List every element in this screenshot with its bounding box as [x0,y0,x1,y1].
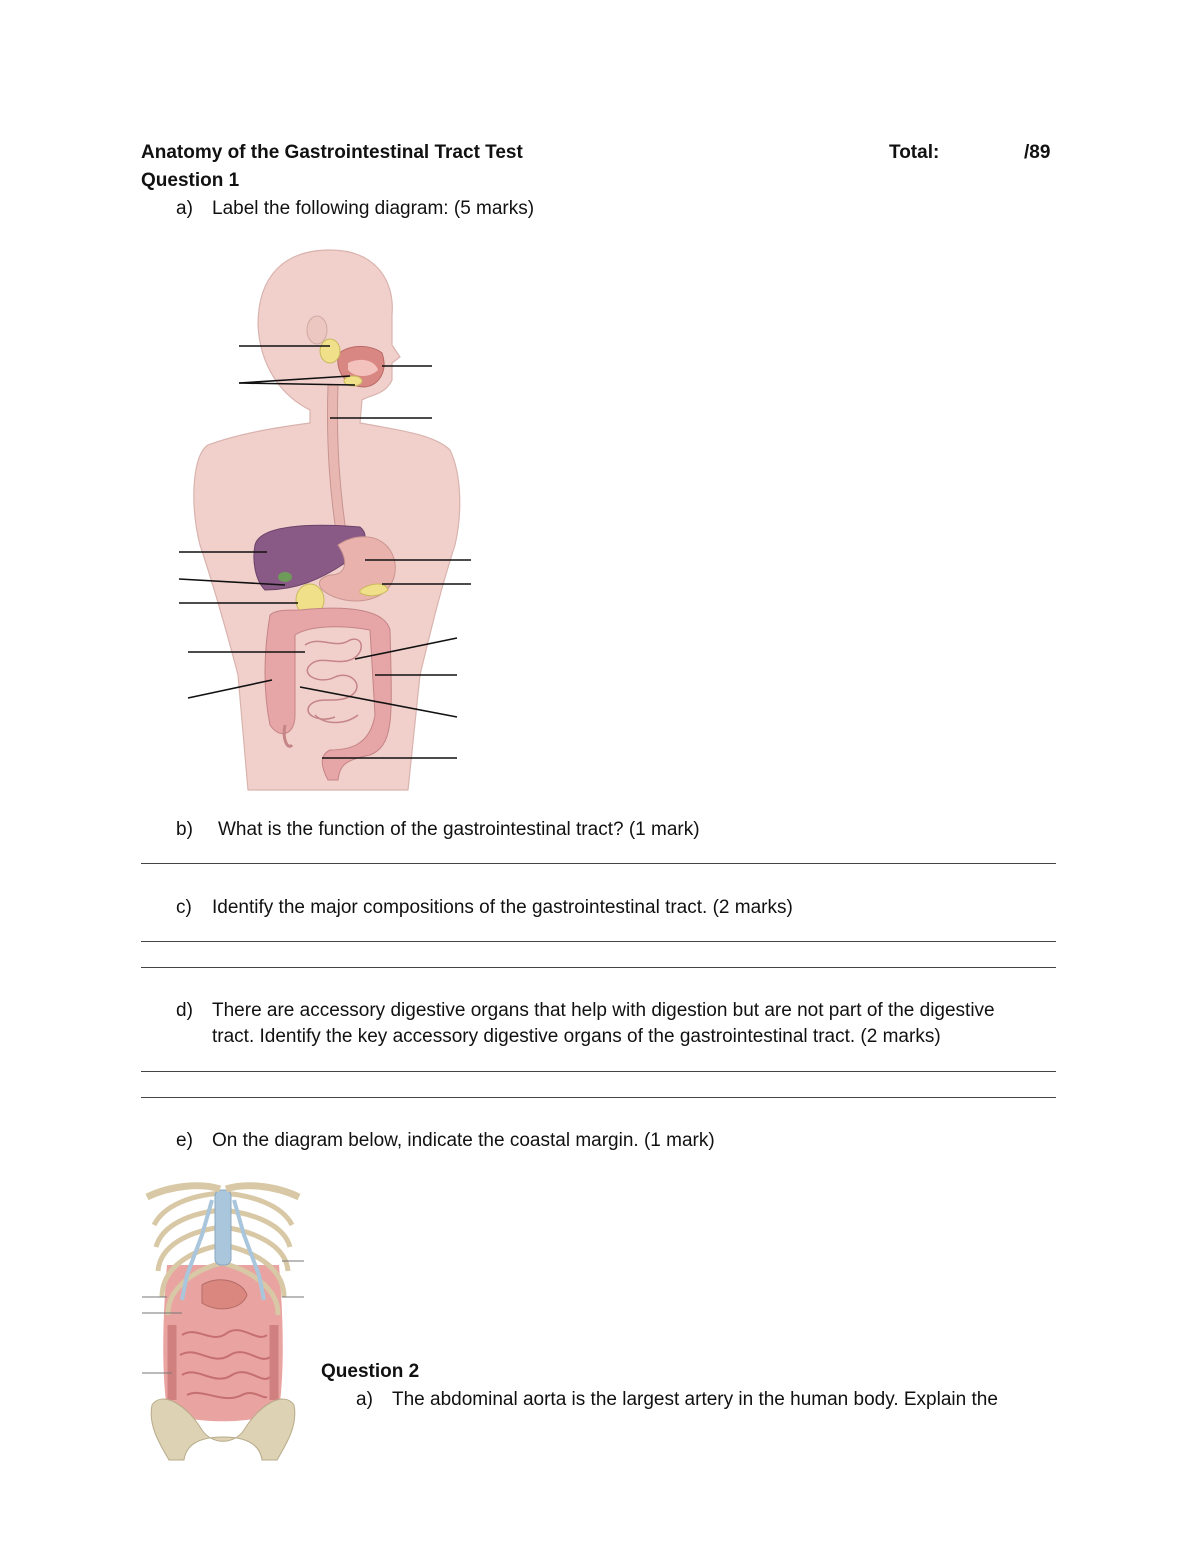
question-1c [176,895,1056,921]
answer-line[interactable] [141,1097,1056,1098]
question-1e [176,1128,1056,1154]
item-label: c) [176,897,192,918]
item-label: e) [176,1130,193,1151]
question-1a [176,196,1056,222]
ribcage-abdomen-diagram [142,1175,304,1465]
answer-line[interactable] [141,1071,1056,1072]
item-text: Label the following diagram: (5 marks) [212,198,535,219]
answer-line[interactable] [141,967,1056,968]
question-1b [176,817,1056,843]
item-text: The abdominal aorta is the largest artery in the human body. Explain the [392,1389,998,1410]
question-2a [356,1387,1056,1413]
item-text: What is the function of the gastrointestinal tract? (1 mark) [218,819,700,840]
question-1d [176,998,1056,1050]
answer-line[interactable] [141,863,1056,864]
digestive-system-diagram [170,245,480,795]
item-text-continued: tract. Identify the key accessory digestive organs of the gastrointestinal tract. (2 marks) [212,1026,941,1047]
item-label: b) [176,819,193,840]
total-value: /89 [1024,142,1051,163]
item-label: a) [176,198,193,219]
item-text: On the diagram below, indicate the coastal margin. (1 mark) [212,1130,715,1151]
item-text: Identify the major compositions of the gastrointestinal tract. (2 marks) [212,897,793,918]
total-label: Total: [889,142,940,163]
item-label: d) [176,1000,193,1021]
question-1-heading: Question 1 [141,170,240,191]
item-text: There are accessory digestive organs that help with digestion but are not part of the digestive [212,1000,995,1021]
answer-line[interactable] [141,941,1056,942]
question-2-heading: Question 2 [321,1361,420,1382]
document-title: Anatomy of the Gastrointestinal Tract Test [141,142,523,163]
item-label: a) [356,1389,373,1410]
